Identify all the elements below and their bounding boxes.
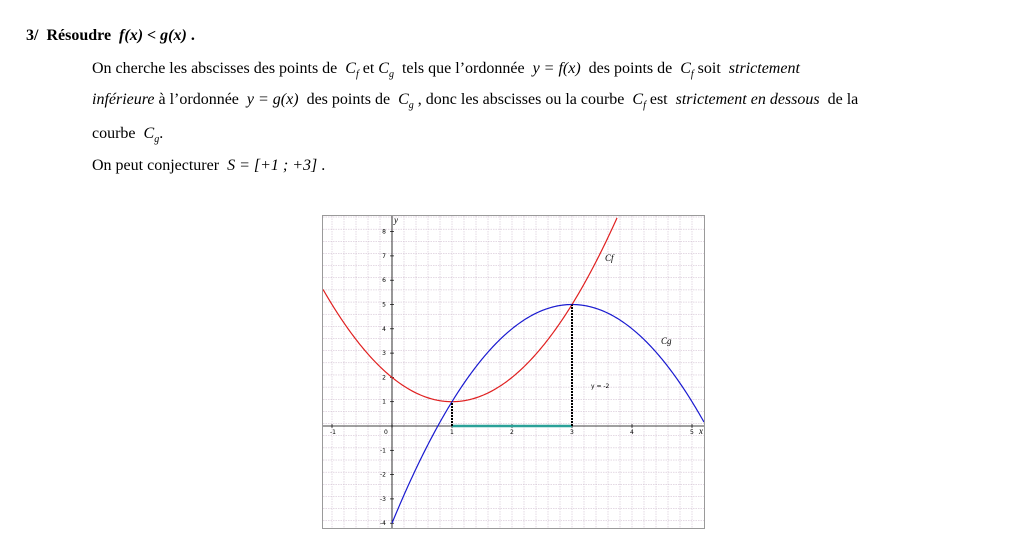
section-heading <box>26 27 195 45</box>
y-tick-label: -4 <box>380 520 386 528</box>
inequality: f(x) < g(x) <box>119 27 187 44</box>
y-tick-label: -2 <box>380 471 386 479</box>
curve-label-f: Cf <box>605 253 614 263</box>
text: , donc les abscisses ou la courbe <box>417 91 625 108</box>
y-tick-label: 7 <box>382 252 386 260</box>
text: de la <box>827 91 859 108</box>
cf-symbol: $C_f$ <box>345 60 359 80</box>
cg-symbol: $C_g$ <box>398 91 414 111</box>
paragraph-line-3 <box>92 124 163 150</box>
y-tick-label: 8 <box>382 228 386 236</box>
grid <box>323 216 704 528</box>
text: à l’ordonnée <box>158 91 239 108</box>
text: courbe <box>92 125 136 142</box>
y-axis-name: y <box>394 216 398 225</box>
y-tick-label: 2 <box>382 374 386 382</box>
solution-set: S = [+1 ; +3] <box>227 157 318 174</box>
y-tick-label: 6 <box>382 277 386 285</box>
y-tick-label: 4 <box>382 325 386 333</box>
text: On peut conjecturer <box>92 157 220 174</box>
graph-canvas <box>323 216 704 528</box>
emphasis: inférieure <box>92 91 155 108</box>
text: On cherche les abscisses des points de <box>92 60 338 77</box>
x-tick-label: 5 <box>690 429 694 436</box>
x-tick-label: 0 <box>384 429 388 436</box>
y-tick-label: -1 <box>380 447 386 455</box>
text: des points de <box>306 91 391 108</box>
emphasis: strictement en dessous <box>675 91 820 108</box>
y-tick-label: 1 <box>382 398 386 406</box>
text: est <box>649 91 668 108</box>
paragraph-line-2 <box>92 90 858 116</box>
x-tick-label: 2 <box>510 429 514 436</box>
y-equals-g: y = g(x) <box>246 91 299 108</box>
x-tick-label: 3 <box>570 429 574 436</box>
text: soit <box>697 60 721 77</box>
y-tick-label: 5 <box>382 301 386 309</box>
paragraph-line-1 <box>92 59 800 85</box>
section-number: 3/ <box>26 27 39 44</box>
text: des points de <box>588 60 673 77</box>
text: tels que l’ordonnée <box>401 60 525 77</box>
curve-label-g: Cg <box>661 336 672 346</box>
cf-symbol: $C_f$ <box>680 60 694 80</box>
cg-symbol: $C_g$ <box>378 60 394 80</box>
cg-symbol: $C_g$ <box>143 125 160 145</box>
y-equals-f: y = f(x) <box>532 60 581 77</box>
text: et <box>362 60 375 77</box>
section-verb: Résoudre <box>46 27 112 44</box>
paragraph-line-4 <box>92 156 325 176</box>
x-tick-label: 1 <box>450 429 454 436</box>
x-tick-label: -1 <box>330 429 336 436</box>
text: . <box>159 125 164 142</box>
heading-end: . <box>190 27 195 44</box>
text: . <box>321 157 326 174</box>
x-tick-label: 4 <box>630 429 634 436</box>
y-tick-label: 3 <box>382 350 386 358</box>
x-axis-name: x <box>699 426 703 436</box>
solution-markers <box>452 305 572 427</box>
cf-symbol: $C_f$ <box>632 91 646 111</box>
annotation-label: y = -2 <box>591 383 610 390</box>
y-tick-label: -3 <box>380 495 386 503</box>
function-graph <box>322 215 705 529</box>
emphasis: strictement <box>728 60 800 77</box>
